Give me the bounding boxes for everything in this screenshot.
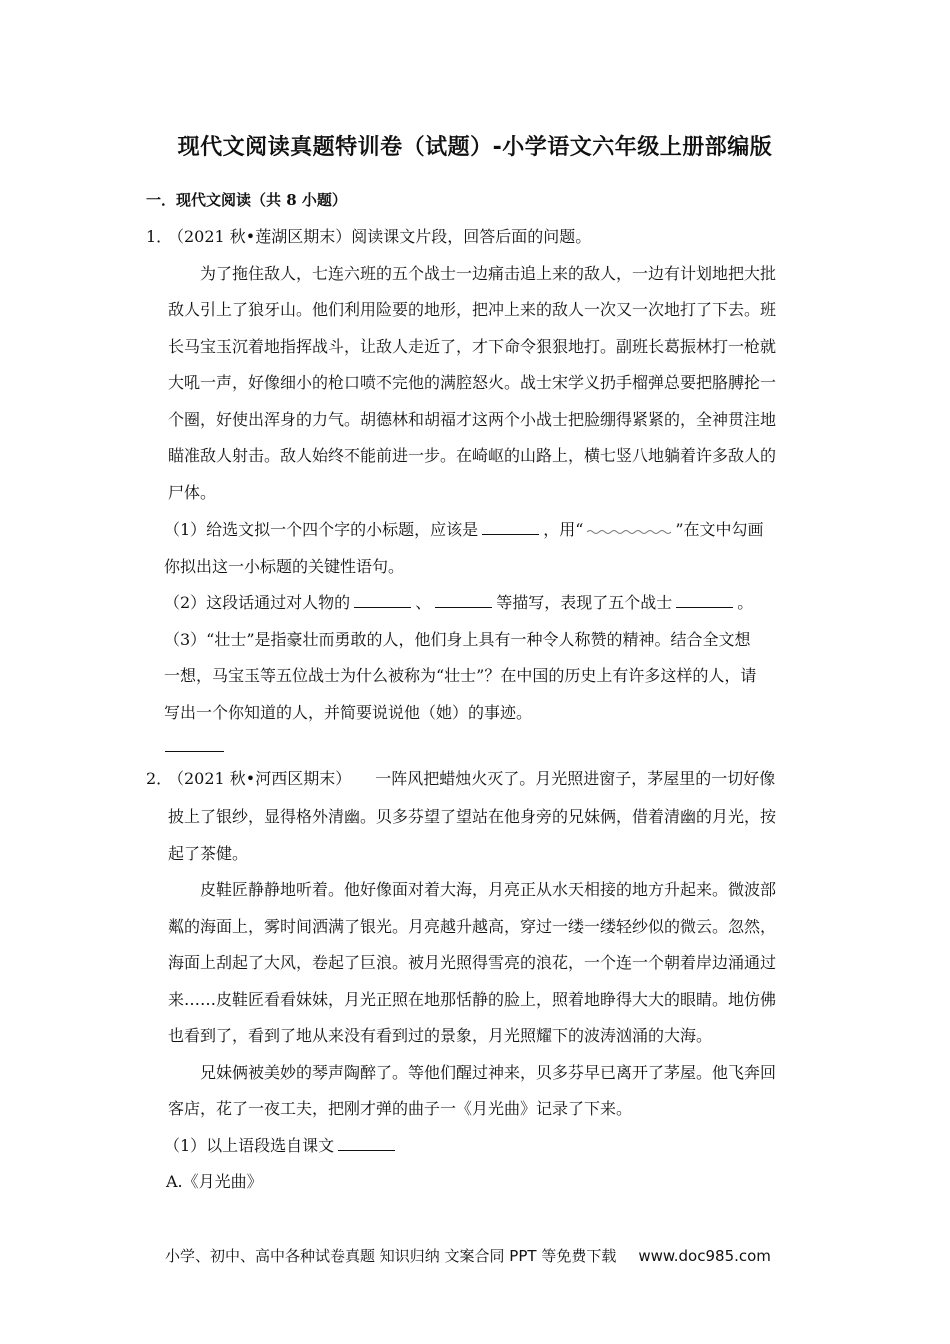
q1-sub3-line: （3）“壮士”是指豪壮而勇敢的人，他们身上具有一种令人称赞的精神。结合全文想: [164, 630, 751, 649]
q2-number: 2．: [146, 769, 173, 788]
q1-sub1-text: （1）给选文拟一个四个字的小标题，应该是: [164, 520, 479, 539]
q1-passage-line: 个圈，好使出浑身的力气。胡德林和胡福才这两个小战士把脸绷得紧紧的，全神贯注地: [168, 410, 777, 429]
q2-passage-line: 兄妹俩被美妙的琴声陶醉了。等他们醒过神来，贝多芬早已离开了茅屋。他飞奔回: [200, 1063, 777, 1082]
q1-sub1-text: ，用“: [543, 520, 584, 539]
q2-source-line: （2021 秋•河西区期末） 一阵风把蜡烛火灭了。月光照进窗子，茅屋里的一切好像: [168, 769, 776, 788]
q2-passage-line: 也看到了，看到了地从来没有看到过的景象，月光照耀下的波涛汹涌的大海。: [168, 1026, 713, 1045]
page-title: 现代文阅读真题特训卷（试题）-小学语文六年级上册部编版: [177, 135, 773, 160]
q2-passage-line: 来……皮鞋匠看看妹妹，月光正照在地那恬静的脸上，照着地睁得大大的眼睛。地仿佛: [168, 990, 777, 1009]
footer-text: 小学、初中、高中各种试卷真题 知识归纳 文案合同 PPT 等免费下载: [165, 1247, 617, 1265]
q1-sub2-text: 、: [415, 593, 432, 612]
q1-sub2-text: 等描写，表现了五个战士: [496, 593, 673, 612]
footer-url[interactable]: www.doc985.com: [638, 1247, 771, 1265]
q1-passage-line: 为了拖住敌人，七连六班的五个战士一边痛击追上来的敌人，一边有计划地把大批: [200, 264, 777, 283]
q1-sub2-text: （2）这段话通过对人物的: [164, 593, 351, 612]
q1-source: （2021 秋•莲湖区期末）阅读课文片段，回答后面的问题。: [168, 227, 592, 246]
answer-blank[interactable]: [435, 593, 492, 608]
q2-passage-line: 海面上刮起了大风，卷起了巨浪。被月光照得雪亮的浪花，一个连一个朝着岸边涌通过: [168, 953, 777, 972]
answer-blank[interactable]: [354, 593, 411, 608]
q2-passage-line: 粼的海面上，雾时间洒满了银光。月亮越升越高，穿过一缕一缕轻纱似的微云。忽然，: [168, 917, 777, 936]
q1-passage-line: 敌人引上了狼牙山。他们利用险要的地形，把冲上来的敌人一次又一次地打了下去。班: [168, 300, 777, 319]
q2-passage-line: 披上了银纱，显得格外清幽。贝多芬望了望站在他身旁的兄妹俩，借着清幽的月光，按: [168, 807, 777, 826]
answer-blank[interactable]: [338, 1136, 395, 1151]
q1-sub1-line2: 你拟出这一小标题的关键性语句。: [164, 557, 405, 576]
wavy-underline-icon: [585, 521, 673, 535]
q1-passage-line: 瞄准敌人射击。敌人始终不能前进一步。在崎岖的山路上，横七竖八地躺着许多敌人的: [168, 446, 777, 465]
q1-passage-line: 长马宝玉沉着地指挥战斗，让敌人走近了，才下命令狠狠地打。副班长葛振林打一枪就: [168, 337, 777, 356]
q1-sub1: [164, 520, 764, 540]
q1-sub3-line: 写出一个你知道的人，并简要说说他（她）的事迹。: [164, 703, 533, 722]
q2-sub1: [164, 1136, 399, 1156]
q1-sub1-text: ”在文中勾画: [675, 520, 764, 539]
q1-number: 1．: [146, 227, 173, 246]
q1-passage-line: 尸体。: [168, 483, 217, 502]
q1-sub2: [164, 593, 753, 613]
q2-passage-line: 客店，花了一夜工夫，把刚才弹的曲子一《月光曲》记录了下来。: [168, 1099, 633, 1118]
q1-passage-line: 大吼一声，好像细小的枪口喷不完他的满腔怒火。战士宋学义扔手榴弹总要把胳膊抡一: [168, 373, 777, 392]
q2-passage-line: 皮鞋匠静静地听着。他好像面对着大海，月亮正从水天相接的地方升起来。微波部: [200, 880, 777, 899]
footer: [165, 1245, 771, 1266]
answer-blank[interactable]: [482, 520, 539, 535]
q2-option-a[interactable]: A.《月光曲》: [166, 1172, 263, 1191]
q1-sub3-line: 一想，马宝玉等五位战士为什么被称为“壮士”？在中国的历史上有许多这样的人，请: [164, 666, 757, 685]
q1-sub2-text: 。: [737, 593, 754, 612]
answer-blank[interactable]: [676, 593, 733, 608]
q1-answer-line[interactable]: [165, 751, 224, 752]
q2-sub1-text: （1）以上语段选自课文: [164, 1136, 335, 1155]
section-heading: 一．现代文阅读（共 8 小题）: [146, 191, 347, 209]
q2-passage-line: 起了茶健。: [168, 844, 249, 863]
